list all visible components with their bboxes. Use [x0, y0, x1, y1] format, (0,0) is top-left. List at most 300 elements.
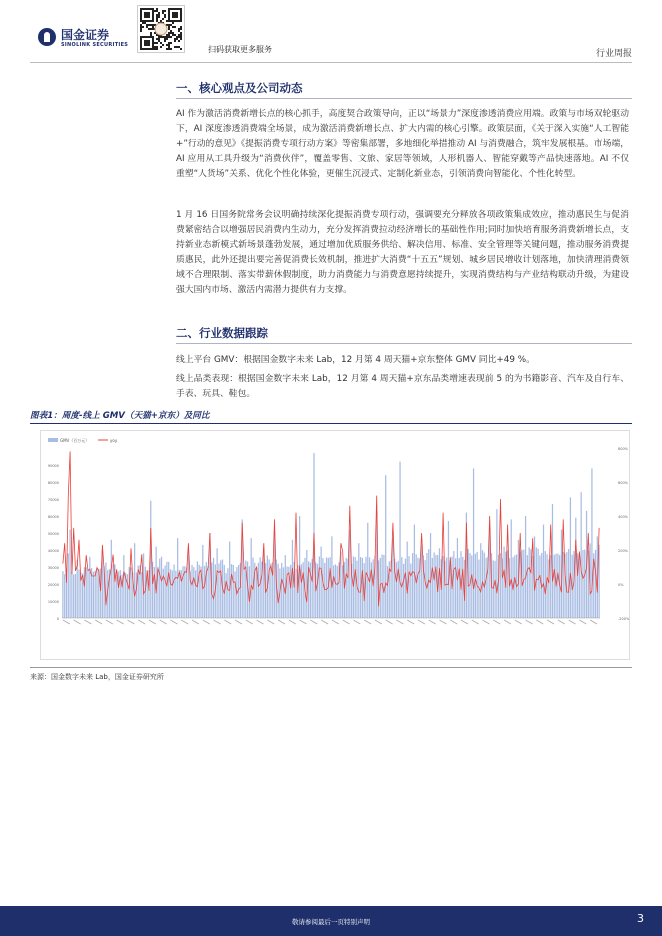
page-header: [0, 0, 662, 66]
gmv-bar: [356, 561, 357, 618]
x-axis-tick-mark: [127, 620, 134, 625]
gmv-bar: [329, 557, 330, 618]
qr-module: [150, 24, 152, 26]
gmv-bar: [473, 468, 474, 618]
gmv-bar: [353, 556, 354, 618]
gmv-bar: [269, 559, 270, 618]
gmv-bar: [78, 570, 79, 618]
gmv-bar: [145, 567, 146, 618]
qr-module: [154, 42, 156, 44]
x-axis-tick-mark: [385, 620, 392, 625]
gmv-bar: [525, 516, 526, 618]
logo-text-cn: 国金证券: [61, 28, 110, 42]
qr-module: [142, 26, 144, 28]
qr-module: [166, 44, 168, 46]
gmv-bar: [493, 560, 494, 618]
x-axis-tick-mark: [106, 620, 113, 625]
right-axis-tick-label: 200%: [618, 549, 629, 553]
gmv-bar: [95, 571, 96, 618]
gmv-bar: [442, 556, 443, 618]
paragraph-state-council: 1 月 16 日国务院常务会议明确持续深化提振消费专项行动，强调要充分释放各项政策集成效应，推动惠民生与促消费紧密结合以增强居民消费内生动力，充分发挥消费拉动经济增长的基础性作用;同时加快培育服务消费新增长点，支持新业态新模式新场景蓬勃发展，通过增加优质服务供给、解决信用、标准、安全管理等关键问题，推动服务消费提质惠民，此外还提出要完善促消费长效机制，推进扩大消费“十五五”规划、城乡居民增收计划落地，加快清理消费领域不合理限制、落实带薪休假制度，助力消费能力与消费意愿持续提升，实现消费结构与产业结构联动升级，为建设强大国内市场、激活内需潜力提供有力支撑。: [176, 210, 629, 295]
qr-module: [164, 16, 166, 18]
gmv-bar: [93, 572, 94, 618]
left-axis-tick-label: 50000: [47, 532, 59, 536]
qr-module: [146, 24, 148, 26]
gmv-bar: [164, 565, 165, 618]
qr-module: [146, 26, 148, 28]
gmv-bar: [186, 567, 187, 618]
gmv-bar: [127, 574, 128, 618]
qr-module: [142, 22, 144, 24]
gmv-bar: [231, 564, 232, 618]
qr-module: [164, 36, 166, 38]
gmv-bar: [195, 570, 196, 618]
gmv-bar: [591, 468, 592, 618]
gmv-bar: [243, 566, 244, 618]
qr-module: [152, 26, 154, 28]
x-axis-tick-mark: [289, 620, 296, 625]
x-axis-tick-mark: [568, 620, 575, 625]
gmv-bar: [446, 558, 447, 618]
qr-module: [168, 28, 170, 30]
company-logo: [38, 28, 134, 50]
qr-module: [148, 28, 150, 30]
qr-finder-center: [172, 12, 178, 18]
gmv-bar: [529, 547, 530, 618]
gmv-bar: [362, 558, 363, 618]
qr-module: [160, 20, 162, 22]
x-axis-tick-mark: [579, 620, 586, 625]
gmv-bar: [62, 571, 63, 618]
qr-module: [158, 40, 160, 42]
gmv-bar: [225, 573, 226, 618]
left-axis-tick-label: 60000: [47, 515, 59, 519]
qr-finder-center: [144, 40, 150, 46]
qr-module: [150, 34, 152, 36]
qr-code-icon[interactable]: [137, 5, 185, 53]
x-axis-tick-mark: [256, 620, 263, 625]
qr-center-logo-icon: [155, 23, 167, 35]
gmv-bar: [532, 556, 533, 618]
gmv-bar: [283, 567, 284, 618]
gmv-bar: [303, 562, 304, 618]
gmv-bar: [527, 555, 528, 618]
qr-module: [180, 26, 182, 28]
gmv-bar: [172, 570, 173, 618]
gmv-bar: [233, 565, 234, 618]
gmv-bar: [184, 566, 185, 618]
qr-module: [158, 12, 160, 14]
legend-label-gmv: GMV（百万元）: [60, 438, 90, 443]
gmv-bar: [170, 569, 171, 618]
qr-module: [178, 46, 180, 48]
qr-module: [178, 28, 180, 30]
x-axis-tick-mark: [278, 620, 285, 625]
x-axis-tick-mark: [84, 620, 91, 625]
gmv-bar: [258, 563, 259, 618]
gmv-bar: [130, 568, 131, 618]
qr-module: [170, 42, 172, 44]
gmv-bar: [319, 556, 320, 618]
gmv-bar: [496, 509, 497, 618]
left-axis-tick-label: 90000: [47, 464, 59, 468]
qr-module: [156, 48, 158, 50]
legend-label-yoy: yoy: [110, 438, 118, 443]
gmv-bar: [539, 555, 540, 618]
gmv-bar: [197, 561, 198, 618]
source-divider: [30, 667, 632, 668]
qr-module: [180, 28, 182, 30]
gmv-bar: [383, 555, 384, 618]
gmv-bar: [342, 565, 343, 618]
gmv-bar: [75, 574, 76, 618]
gmv-bar: [123, 555, 124, 618]
gmv-bar: [448, 521, 449, 618]
x-axis-tick-mark: [181, 620, 188, 625]
gmv-bar: [480, 543, 481, 618]
gmv-bar: [367, 523, 368, 618]
gmv-bar: [227, 568, 228, 618]
gmv-bar: [485, 558, 486, 618]
qr-module: [156, 20, 158, 22]
x-axis-tick-mark: [63, 620, 70, 625]
chart-frame: [41, 431, 630, 660]
gmv-bar: [71, 571, 72, 618]
gmv-bar: [134, 543, 135, 618]
gmv-bar: [204, 566, 205, 618]
gmv-bar: [77, 560, 78, 618]
gmv-bar: [581, 492, 582, 618]
gmv-bar: [136, 572, 137, 618]
gmv-bar: [385, 475, 386, 618]
gmv-bar: [89, 557, 90, 618]
logo-mark-icon: [38, 28, 56, 46]
qr-module: [152, 28, 154, 30]
gmv-bar: [579, 555, 580, 618]
gmv-bar: [141, 572, 142, 618]
gmv-bar: [582, 550, 583, 618]
gmv-bar: [500, 553, 501, 618]
x-axis-tick-mark: [235, 620, 242, 625]
qr-module: [176, 46, 178, 48]
x-axis-tick-mark: [353, 620, 360, 625]
gmv-bar: [166, 562, 167, 618]
gmv-bar: [453, 551, 454, 618]
qr-module: [168, 26, 170, 28]
gmv-bar: [68, 553, 69, 618]
qr-module: [156, 16, 158, 18]
qr-module: [172, 32, 174, 34]
gmv-bar: [301, 564, 302, 618]
scan-prompt: 扫码获取更多服务: [208, 45, 272, 54]
x-axis-tick-mark: [429, 620, 436, 625]
gmv-bar: [87, 569, 88, 618]
qr-module: [160, 42, 162, 44]
gmv-bar: [159, 559, 160, 618]
right-axis-tick-label: 600%: [618, 481, 629, 485]
qr-module: [166, 36, 168, 38]
gmv-bar: [387, 566, 388, 618]
qr-module: [150, 28, 152, 30]
gmv-bar: [344, 562, 345, 618]
qr-module: [174, 40, 176, 42]
gmv-bar: [439, 548, 440, 618]
right-axis-tick-label: 0%: [618, 583, 624, 587]
qr-module: [156, 42, 158, 44]
gmv-bar: [213, 558, 214, 618]
gmv-bar: [414, 525, 415, 619]
qr-module: [174, 46, 176, 48]
gmv-bar: [337, 566, 338, 618]
gmv-bar: [216, 548, 217, 618]
x-axis-tick-mark: [160, 620, 167, 625]
x-axis-tick-mark: [461, 620, 468, 625]
qr-module: [174, 34, 176, 36]
qr-module: [180, 32, 182, 34]
qr-module: [156, 18, 158, 20]
gmv-bar: [220, 560, 221, 618]
gmv-bar: [73, 574, 74, 618]
x-axis-tick-mark: [407, 620, 414, 625]
gmv-bar: [369, 557, 370, 618]
qr-module: [174, 26, 176, 28]
qr-module: [178, 40, 180, 42]
qr-module: [168, 42, 170, 44]
qr-module: [158, 38, 160, 40]
figure-caption: 图表1：周度-线上 GMV（天猫+京东）及同比: [30, 411, 210, 421]
qr-module: [168, 36, 170, 38]
gmv-bar: [421, 545, 422, 618]
gmv-bar: [118, 571, 119, 618]
gmv-bar: [396, 562, 397, 618]
gmv-bar: [433, 552, 434, 618]
gmv-bar: [229, 542, 230, 619]
gmv-bar: [335, 564, 336, 618]
x-axis-tick-mark: [73, 620, 80, 625]
left-axis-tick-label: 80000: [47, 481, 59, 485]
x-axis-tick-mark: [547, 620, 554, 625]
gmv-bar: [208, 566, 209, 618]
qr-module: [158, 36, 160, 38]
x-axis-tick-mark: [213, 620, 220, 625]
x-axis-tick-mark: [590, 620, 597, 625]
gmv-bar: [346, 558, 347, 618]
x-axis-tick-mark: [342, 620, 349, 625]
qr-module: [148, 24, 150, 26]
gmv-bar: [324, 563, 325, 618]
gmv-bar: [168, 562, 169, 618]
left-axis-tick-label: 70000: [47, 498, 59, 502]
x-axis-tick-mark: [493, 620, 500, 625]
qr-module: [154, 10, 156, 12]
gmv-bar: [403, 564, 404, 618]
x-axis-tick-mark: [321, 620, 328, 625]
gmv-bar: [538, 549, 539, 618]
qr-module: [158, 14, 160, 16]
qr-module: [168, 48, 170, 50]
paragraph-online-gmv: 线上平台 GMV：根据国金数字未来 Lab，12 月第 4 周天猫+京东整体 GMV 同比+49 %。: [176, 355, 535, 365]
qr-module: [168, 24, 170, 26]
qr-module: [168, 44, 170, 46]
gmv-bar: [234, 571, 235, 618]
qr-module: [170, 30, 172, 32]
qr-module: [168, 32, 170, 34]
gmv-bar: [503, 547, 504, 618]
qr-module: [180, 48, 182, 50]
gmv-bar: [459, 558, 460, 618]
qr-module: [178, 30, 180, 32]
gmv-bar: [435, 555, 436, 618]
qr-module: [162, 10, 164, 12]
qr-module: [154, 46, 156, 48]
gmv-bar: [358, 543, 359, 618]
right-axis-tick-label: -200%: [618, 617, 630, 621]
qr-module: [140, 30, 142, 32]
x-axis-tick-mark: [515, 620, 522, 625]
footer-disclaimer[interactable]: 敬请参阅最后一页特别声明: [292, 918, 370, 926]
qr-module: [176, 38, 178, 40]
x-axis-tick-mark: [299, 620, 306, 625]
qr-finder-center: [144, 12, 150, 18]
x-axis-tick-mark: [116, 620, 123, 625]
x-axis-tick-mark: [364, 620, 371, 625]
section-divider: [176, 98, 632, 99]
figure-divider: [30, 423, 632, 424]
gmv-bar: [410, 564, 411, 618]
yoy-line: [63, 451, 599, 606]
section-divider: [176, 343, 632, 344]
gmv-bar: [543, 525, 544, 619]
gmv-bar: [554, 555, 555, 618]
x-axis-tick-mark: [224, 620, 231, 625]
gmv-bar: [251, 538, 252, 618]
gmv-bar: [86, 567, 87, 618]
gmv-bar: [290, 565, 291, 618]
qr-module: [162, 12, 164, 14]
gmv-bar: [191, 565, 192, 618]
gmv-bar: [575, 518, 576, 618]
qr-module: [166, 48, 168, 50]
qr-module: [166, 20, 168, 22]
page-number: 3: [637, 912, 644, 925]
gmv-bar: [462, 557, 463, 618]
gmv-bar: [321, 547, 322, 618]
gmv-bar: [584, 550, 585, 618]
qr-module: [172, 22, 174, 24]
qr-module: [170, 36, 172, 38]
gmv-bar: [116, 574, 117, 618]
gmv-bar: [295, 569, 296, 618]
gmv-bar: [277, 564, 278, 618]
gmv-bar: [373, 559, 374, 618]
left-axis-tick-label: 20000: [47, 583, 59, 587]
qr-module: [160, 46, 162, 48]
qr-module: [178, 34, 180, 36]
gmv-bar: [112, 565, 113, 618]
gmv-bar: [111, 540, 112, 618]
gmv-bar: [408, 556, 409, 618]
gmv-bar: [475, 554, 476, 618]
qr-module: [174, 38, 176, 40]
left-axis-tick-label: 10000: [47, 600, 59, 604]
qr-module: [166, 34, 168, 36]
x-axis-tick-mark: [246, 620, 253, 625]
gmv-bar: [365, 557, 366, 618]
qr-module: [156, 10, 158, 12]
gmv-yoy-chart: [40, 430, 630, 660]
qr-module: [152, 24, 154, 26]
gmv-bar: [179, 570, 180, 618]
x-axis-tick-mark: [504, 620, 511, 625]
gmv-bar: [326, 557, 327, 618]
gmv-bar: [306, 550, 307, 618]
section-title-industry-data: 二、行业数据跟踪: [176, 326, 268, 340]
gmv-bar: [507, 550, 508, 618]
qr-module: [162, 36, 164, 38]
x-axis-tick-mark: [418, 620, 425, 625]
x-axis-tick-mark: [525, 620, 532, 625]
gmv-bar: [471, 555, 472, 618]
qr-module: [164, 14, 166, 16]
qr-module: [168, 34, 170, 36]
gmv-bar: [193, 567, 194, 618]
gmv-bar: [64, 574, 65, 618]
gmv-bar: [69, 530, 70, 618]
gmv-bar: [417, 558, 418, 618]
report-type-label: 行业周报: [595, 49, 632, 59]
right-axis-tick-label: 800%: [618, 447, 629, 451]
qr-module: [140, 28, 142, 30]
logo-text-en: SINOLINK SECURITIES: [61, 42, 129, 48]
x-axis-tick-mark: [439, 620, 446, 625]
gmv-bar: [270, 563, 271, 618]
gmv-bar: [425, 560, 426, 618]
gmv-bar: [412, 553, 413, 618]
gmv-bar: [249, 566, 250, 618]
qr-module: [170, 48, 172, 50]
qr-module: [150, 32, 152, 34]
x-axis-tick-mark: [472, 620, 479, 625]
gmv-bar: [563, 552, 564, 618]
left-axis-tick-label: 0: [56, 617, 59, 621]
gmv-bar: [595, 550, 596, 618]
gmv-bar: [161, 557, 162, 618]
qr-module: [156, 14, 158, 16]
gmv-bar: [520, 552, 521, 618]
qr-module: [172, 34, 174, 36]
gmv-bar: [494, 561, 495, 618]
qr-module: [162, 18, 164, 20]
gmv-bar: [557, 554, 558, 618]
qr-module: [168, 46, 170, 48]
gmv-bar: [514, 555, 515, 618]
qr-module: [156, 38, 158, 40]
gmv-bar: [331, 536, 332, 618]
qr-module: [144, 22, 146, 24]
qr-module: [156, 46, 158, 48]
gmv-bar: [317, 564, 318, 618]
gmv-bar: [523, 550, 524, 618]
legend-swatch-gmv: [48, 438, 58, 442]
left-axis-tick-label: 40000: [47, 549, 59, 553]
gmv-bar: [570, 497, 571, 618]
gmv-bar: [218, 563, 219, 618]
qr-module: [156, 8, 158, 10]
gmv-bar: [150, 501, 151, 618]
gmv-bar: [399, 462, 400, 618]
gmv-bar: [333, 565, 334, 618]
left-axis-tick-label: 30000: [47, 566, 59, 570]
